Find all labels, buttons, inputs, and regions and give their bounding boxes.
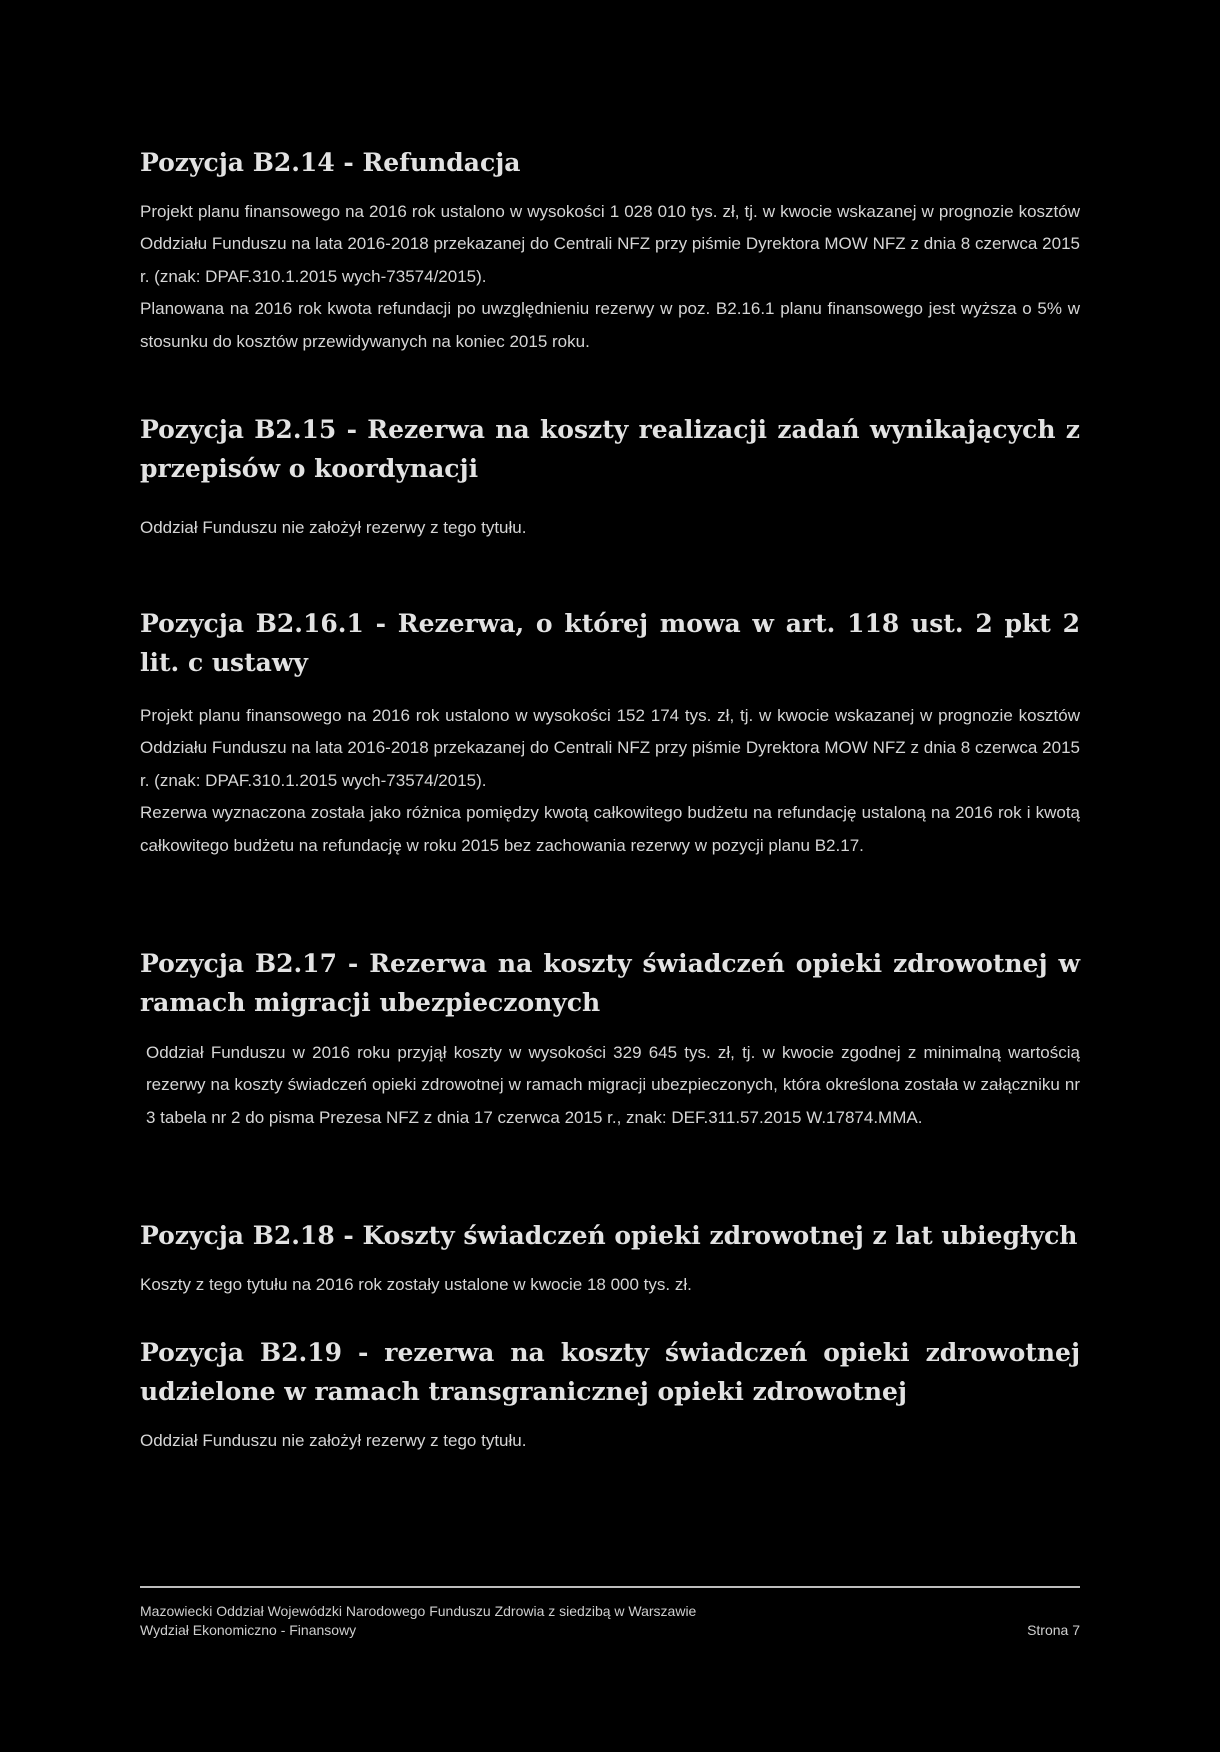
section-b2-16-1-body <box>140 700 1080 862</box>
footer-department: Wydział Ekonomiczno - Finansowy <box>140 1622 357 1638</box>
section-b2-16-1 <box>140 604 1080 682</box>
section-heading: Pozycja B2.14 - Refundacja <box>140 148 521 177</box>
footer-divider <box>140 1586 1080 1588</box>
footer-department-row <box>140 1620 1080 1640</box>
section-b2-19-body <box>140 1425 1080 1457</box>
section-b2-14-body <box>140 196 1080 358</box>
section-b2-14 <box>140 143 1080 182</box>
section-heading: Pozycja B2.19 - rezerwa na koszty świadczeń opieki zdrowotnej udzielone w ramach transgranicznej opieki zdrowotnej <box>140 1338 1080 1406</box>
footer-organization: Mazowiecki Oddział Wojewódzki Narodowego Funduszu Zdrowia z siedzibą w Warszawie <box>140 1603 697 1619</box>
section-paragraph: Oddział Funduszu nie założył rezerwy z tego tytułu. <box>140 518 527 537</box>
section-paragraph: Koszty z tego tytułu na 2016 rok zostały ustalone w kwocie 18 000 tys. zł. <box>140 1275 692 1294</box>
section-heading: Pozycja B2.18 - Koszty świadczeń opieki zdrowotnej z lat ubiegłych <box>140 1221 1078 1250</box>
section-b2-18-body <box>140 1269 1080 1301</box>
section-b2-15 <box>140 410 1080 488</box>
section-heading: Pozycja B2.17 - Rezerwa na koszty świadczeń opieki zdrowotnej w ramach migracji ubezpieczonych <box>140 949 1080 1017</box>
section-b2-19 <box>140 1333 1080 1411</box>
section-paragraph: Projekt planu finansowego na 2016 rok ustalono w wysokości 152 174 tys. zł, tj. w kwocie wskazanej w prognozie kosztów Oddziału Funduszu na lata 2016-2018 przekazanej do Centrali NFZ przy piśmie Dyrektora MOW NFZ z dnia 8 czerwca 2015 r. (znak: DPAF.310.1.2015 wych-73574/2015). <box>140 706 1080 790</box>
section-heading: Pozycja B2.15 - Rezerwa na koszty realizacji zadań wynikających z przepisów o koordynacji <box>140 415 1080 483</box>
section-paragraph: Oddział Funduszu nie założył rezerwy z tego tytułu. <box>140 1431 527 1450</box>
section-heading: Pozycja B2.16.1 - Rezerwa, o której mowa w art. 118 ust. 2 pkt 2 lit. c ustawy <box>140 609 1080 677</box>
section-paragraph: Projekt planu finansowego na 2016 rok ustalono w wysokości 1 028 010 tys. zł, tj. w kwocie wskazanej w prognozie kosztów Oddziału Funduszu na lata 2016-2018 przekazanej do Centrali NFZ przy piśmie Dyrektora MOW NFZ z dnia 8 czerwca 2015 r. (znak: DPAF.310.1.2015 wych-73574/2015). <box>140 202 1080 286</box>
section-b2-15-body <box>140 512 1080 544</box>
section-b2-18 <box>140 1216 1080 1255</box>
section-b2-17 <box>140 944 1080 1022</box>
section-b2-17-body <box>146 1037 1080 1134</box>
section-paragraph: Rezerwa wyznaczona została jako różnica pomiędzy kwotą całkowitego budżetu na refundację ustaloną na 2016 rok i kwotą całkowitego budżetu na refundację w roku 2015 bez zachowania rezerwy w pozycji planu B2.17. <box>140 803 1080 855</box>
page-number: Strona 7 <box>1027 1622 1080 1638</box>
section-paragraph: Planowana na 2016 rok kwota refundacji po uwzględnieniu rezerwy w poz. B2.16.1 planu finansowego jest wyższa o 5% w stosunku do kosztów przewidywanych na koniec 2015 roku. <box>140 299 1080 351</box>
section-paragraph: Oddział Funduszu w 2016 roku przyjął koszty w wysokości 329 645 tys. zł, tj. w kwocie zgodnej z minimalną wartością rezerwy na koszty świadczeń opieki zdrowotnej w ramach migracji ubezpieczonych, która określona została w załączniku nr 3 tabela nr 2 do pisma Prezesa NFZ z dnia 17 czerwca 2015 r., znak: DEF.311.57.2015 W.17874.MMA. <box>146 1043 1080 1127</box>
